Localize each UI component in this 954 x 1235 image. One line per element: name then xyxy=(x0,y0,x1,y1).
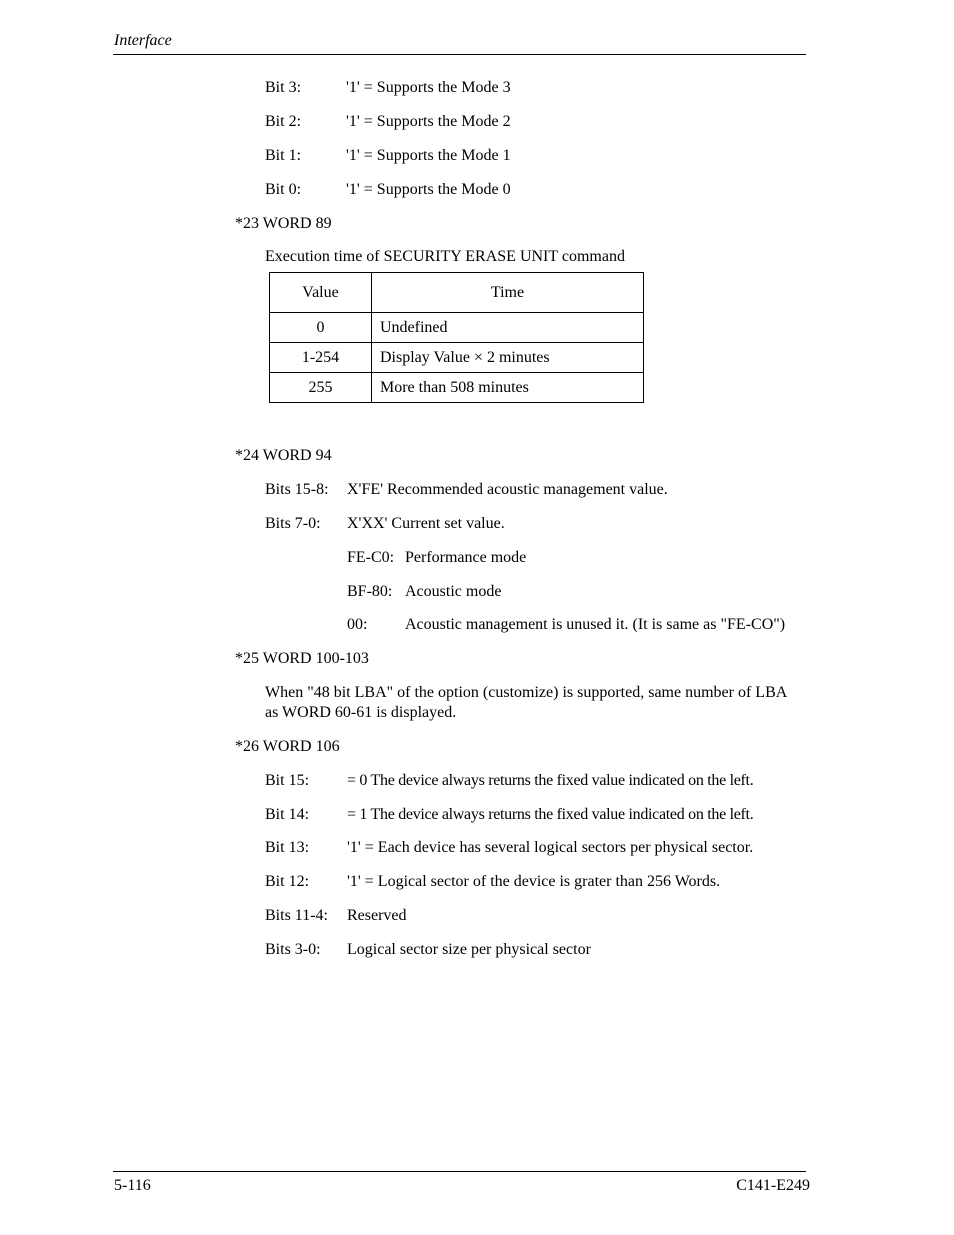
bit-label: Bits 3-0: xyxy=(265,941,321,958)
bit-label: Bit 14: xyxy=(265,806,310,823)
section-title-word100: *25 WORD 100-103 xyxy=(235,650,369,667)
mode-code: 00: xyxy=(347,616,368,633)
table-header-row xyxy=(270,273,644,313)
header-rule xyxy=(113,54,806,55)
bit-desc: X'XX' Current set value. xyxy=(347,515,505,532)
table-cell-value: 255 xyxy=(270,373,372,403)
bit-desc: '1' = Each device has several logical sectors per physical sector. xyxy=(347,839,754,856)
running-header: Interface xyxy=(114,32,172,49)
bit-desc: = 1 The device always returns the fixed value indicated on the left. xyxy=(347,806,754,823)
table-header-time: Time xyxy=(372,273,644,313)
bit-label: Bit 12: xyxy=(265,873,310,890)
table-row xyxy=(270,343,644,373)
table-cell-value: 0 xyxy=(270,313,372,343)
document-id: C141-E249 xyxy=(736,1177,810,1194)
bit-desc: '1' = Supports the Mode 0 xyxy=(346,181,511,198)
bit-label: Bit 2: xyxy=(265,113,302,130)
bit-label: Bit 15: xyxy=(265,772,310,789)
bit-desc: '1' = Supports the Mode 1 xyxy=(346,147,511,164)
bit-label: Bits 7-0: xyxy=(265,515,321,532)
bit-desc: Logical sector size per physical sector xyxy=(347,941,591,958)
section-title-word94: *24 WORD 94 xyxy=(235,447,332,464)
word100-text: When "48 bit LBA" of the option (customize) is supported, same number of LBA as WORD 60-61 is displayed. xyxy=(265,684,787,721)
table-row xyxy=(270,313,644,343)
bit-desc: = 0 The device always returns the fixed value indicated on the left. xyxy=(347,772,754,789)
bit-label: Bit 3: xyxy=(265,79,302,96)
mode-code: FE-C0: xyxy=(347,549,395,566)
mode-desc: Acoustic mode xyxy=(405,583,502,600)
table-cell-value: 1-254 xyxy=(270,343,372,373)
bit-desc: '1' = Logical sector of the device is grater than 256 Words. xyxy=(347,873,721,890)
bit-desc: X'FE' Recommended acoustic management value. xyxy=(347,481,668,498)
bit-desc: '1' = Supports the Mode 2 xyxy=(346,113,511,130)
bit-label: Bits 11-4: xyxy=(265,907,328,924)
table-cell-time: Undefined xyxy=(372,313,644,343)
bit-desc: Reserved xyxy=(347,907,407,924)
bit-label: Bit 13: xyxy=(265,839,310,856)
footer-rule xyxy=(113,1171,806,1172)
table-row xyxy=(270,373,644,403)
bit-label: Bit 1: xyxy=(265,147,302,164)
bit-label: Bit 0: xyxy=(265,181,302,198)
section-title-word106: *26 WORD 106 xyxy=(235,738,340,755)
bit-label: Bits 15-8: xyxy=(265,481,329,498)
table-cell-time: Display Value × 2 minutes xyxy=(372,343,644,373)
table-header-value: Value xyxy=(270,273,372,313)
page-number: 5-116 xyxy=(114,1177,151,1194)
section-title-word89: *23 WORD 89 xyxy=(235,215,332,232)
erase-time-table xyxy=(269,272,644,403)
mode-desc: Performance mode xyxy=(405,549,527,566)
word89-intro: Execution time of SECURITY ERASE UNIT command xyxy=(265,248,625,265)
mode-desc: Acoustic management is unused it. (It is same as "FE-CO") xyxy=(405,616,786,633)
table-cell-time: More than 508 minutes xyxy=(372,373,644,403)
bit-desc: '1' = Supports the Mode 3 xyxy=(346,79,511,96)
mode-code: BF-80: xyxy=(347,583,393,600)
